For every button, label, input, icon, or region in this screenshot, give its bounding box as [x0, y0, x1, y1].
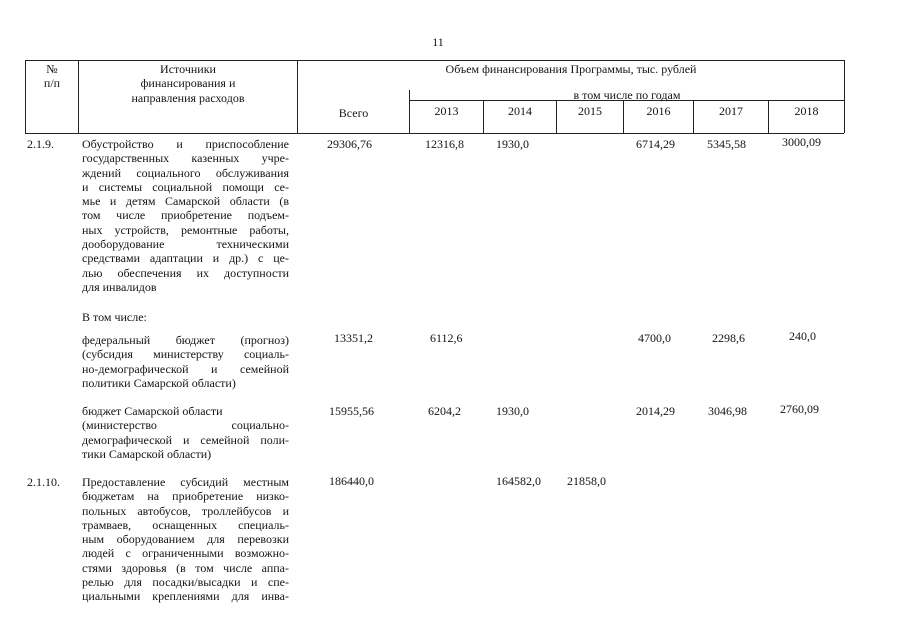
row-description	[82, 137, 289, 294]
row-description	[82, 333, 289, 390]
row-number: 2.1.9.	[27, 137, 54, 151]
table-right-border	[844, 60, 845, 133]
header-col-total: Всего	[338, 106, 369, 120]
cell-2016: 2014,29	[636, 404, 675, 418]
row-description	[82, 404, 289, 461]
cell-total: 29306,76	[327, 137, 372, 151]
header-col-sources: Источники финансирования и направления расходов	[131, 62, 245, 105]
desc-line: ным оборудованием для перевозки	[82, 532, 289, 547]
cell-2017: 3046,98	[708, 404, 747, 418]
cell-2016: 6714,29	[636, 137, 675, 151]
header-year-2014: 2014	[508, 104, 532, 118]
header-year-2016: 2016	[646, 104, 671, 118]
cell-2014: 1930,0	[496, 137, 529, 151]
desc-line: Предоставление субсидий местным	[82, 475, 289, 489]
desc-line: и системы социальной помощи се-	[82, 179, 289, 194]
cell-2016: 4700,0	[638, 331, 671, 345]
cell-2013: 6112,6	[430, 331, 463, 345]
desc-line: (министерство социально-	[82, 418, 289, 433]
header-year-2017: 2017	[719, 104, 743, 118]
header-year-2015: 2015	[578, 104, 602, 118]
desc-line: циальными креплениями для инва-	[82, 589, 289, 604]
cell-2018: 3000,09	[782, 135, 821, 149]
desc-line: политики Самарской области)	[82, 375, 236, 390]
desc-line: польных автобусов, троллейбусов и	[82, 503, 289, 518]
header-col-no: № п/п	[43, 62, 61, 90]
desc-line: (субсидия министерству социаль-	[82, 347, 289, 362]
cell-total: 186440,0	[329, 474, 374, 488]
header-year-2013: 2013	[434, 104, 459, 118]
desc-line: бюджет Самарской области	[82, 404, 223, 418]
header-col-volume: Объем финансирования Программы, тыс. рублей	[445, 62, 697, 76]
table-top-border	[25, 60, 844, 61]
cell-2014: 164582,0	[496, 474, 541, 488]
cell-2018: 240,0	[789, 329, 816, 343]
desc-line: государственных казенных учре-	[82, 151, 289, 166]
header-bottom-border	[25, 133, 844, 134]
desc-line: демографической и семейной поли-	[82, 432, 289, 447]
desc-line: людей с ограниченными возможно-	[82, 546, 289, 561]
cell-2018: 2760,09	[780, 402, 819, 416]
cell-2017: 2298,6	[712, 331, 745, 345]
desc-line: для инвалидов	[82, 279, 157, 294]
desc-line: стями здоровья (в том числе аппа-	[82, 560, 289, 575]
row-description	[82, 310, 289, 324]
row-number: 2.1.10.	[27, 475, 60, 489]
desc-line: том числе приобретение подъем-	[82, 208, 289, 223]
row-description	[82, 475, 289, 604]
desc-line: дооборудование техническими	[82, 237, 289, 252]
cell-total: 15955,56	[329, 404, 374, 418]
desc-line: трамваев, оснащенных специаль-	[82, 517, 289, 532]
cell-2017: 5345,58	[707, 137, 746, 151]
cell-2015: 21858,0	[567, 474, 606, 488]
desc-line: В том числе:	[82, 310, 147, 324]
desc-line: федеральный бюджет (прогноз)	[82, 333, 289, 347]
desc-line: релью для посадки/высадки и спе-	[82, 575, 289, 590]
desc-line: средствами адаптации и др.) с це-	[82, 251, 289, 266]
cell-2014: 1930,0	[496, 404, 529, 418]
desc-line: мье и детям Самарской области (в	[82, 194, 289, 209]
page-number: 11	[432, 35, 444, 49]
desc-line: Обустройство и приспособление	[82, 137, 289, 151]
desc-line: но-демографической и семейной	[82, 361, 289, 376]
desc-line: бюджетам на приобретение низко-	[82, 489, 289, 504]
header-year-2018: 2018	[794, 104, 819, 118]
cell-2013: 12316,8	[425, 137, 464, 151]
cell-total: 13351,2	[334, 331, 373, 345]
desc-line: лью обеспечения их доступности	[82, 265, 289, 280]
desc-line: ных устройств, ремонтные работы,	[82, 222, 289, 237]
header-col-by-years: в том числе по годам	[573, 88, 681, 102]
desc-line: тики Самарской области)	[82, 446, 212, 461]
cell-2013: 6204,2	[428, 404, 461, 418]
desc-line: ждений социального обслуживания	[82, 165, 289, 180]
